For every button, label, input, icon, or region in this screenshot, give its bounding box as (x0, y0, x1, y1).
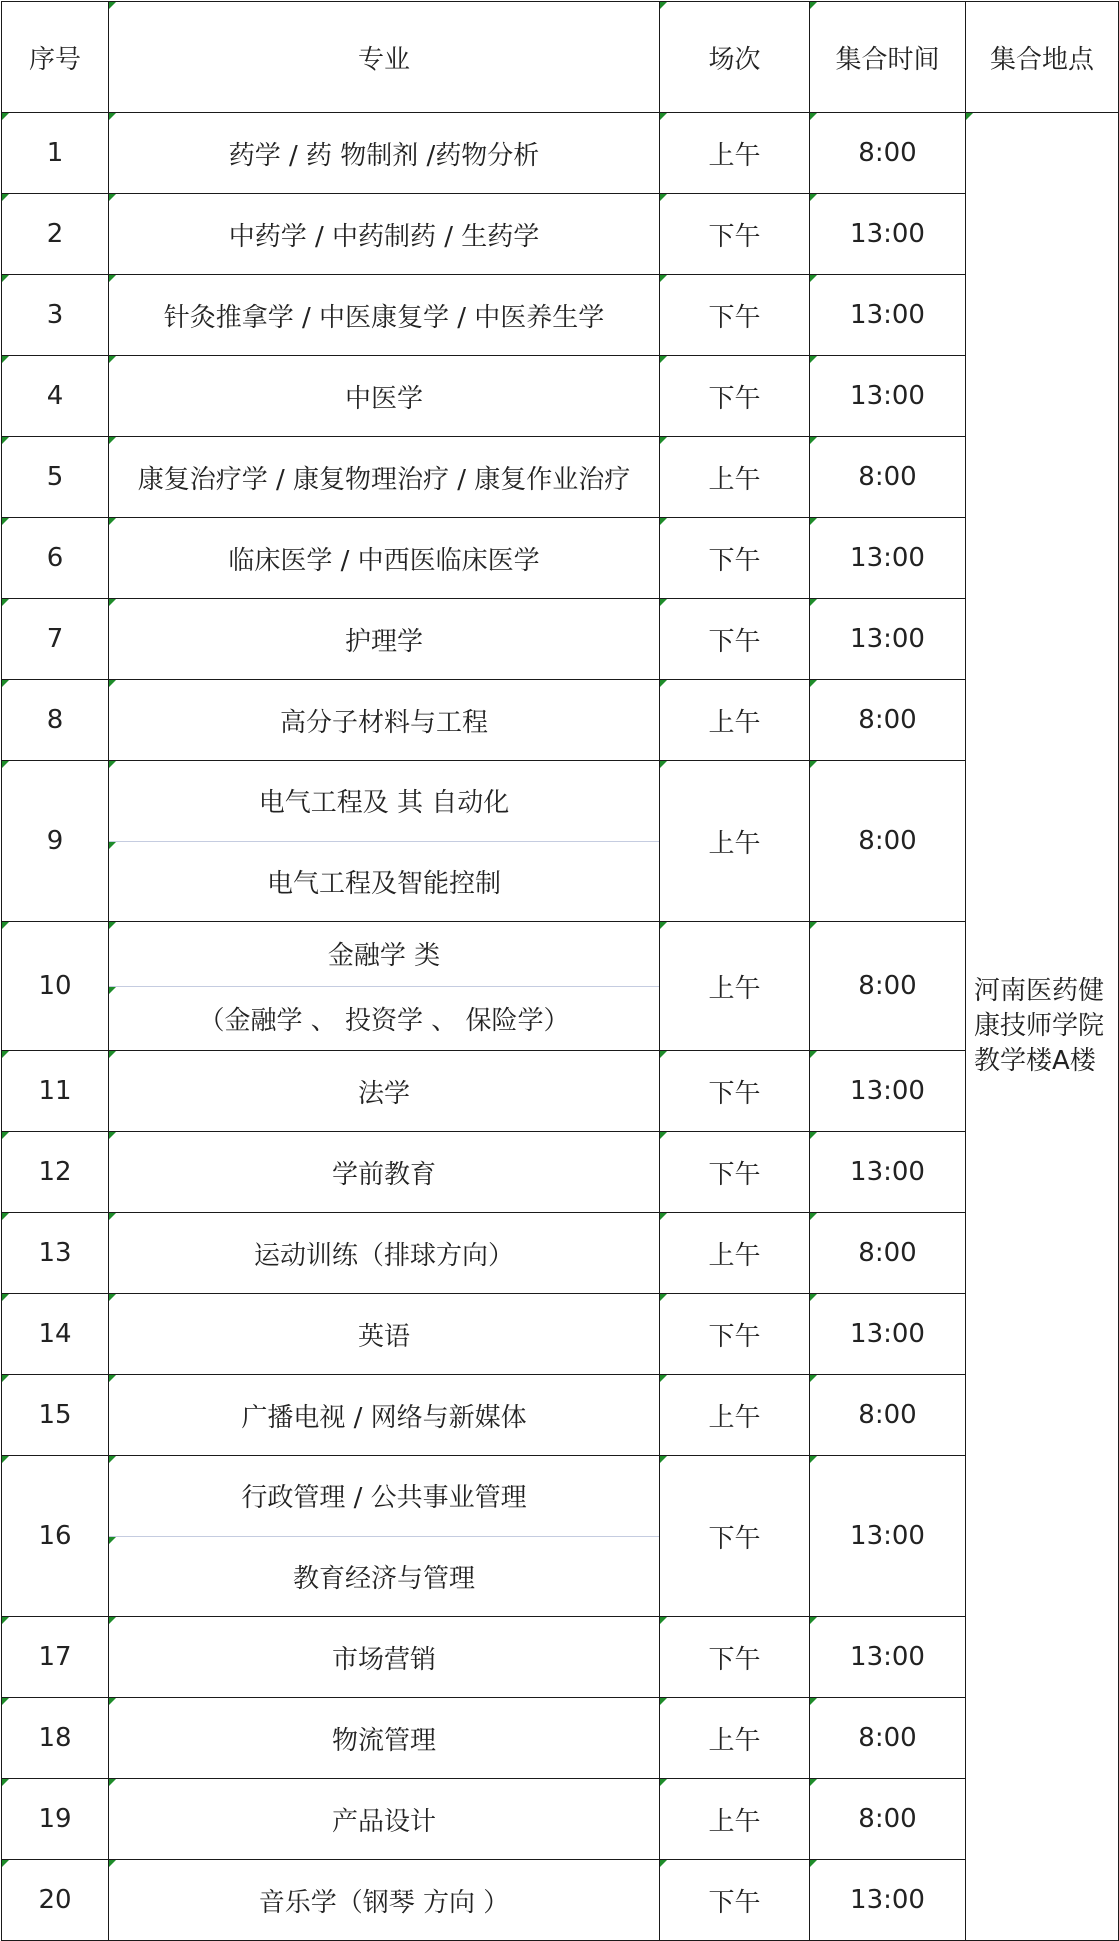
major-cell: 法学 (109, 1051, 660, 1132)
major-cell: 护理学 (109, 599, 660, 680)
time-cell: 8:00 (810, 761, 966, 922)
table-row (2, 1375, 1119, 1456)
row-number: 12 (2, 1132, 109, 1213)
major-cell (109, 922, 660, 1051)
time-cell: 13:00 (810, 356, 966, 437)
table-row (2, 1617, 1119, 1698)
major-cell: 中医学 (109, 356, 660, 437)
time-cell: 8:00 (810, 437, 966, 518)
major-cell: 中药学 / 中药制药 / 生药学 (109, 194, 660, 275)
time-cell: 13:00 (810, 1294, 966, 1375)
time-cell: 8:00 (810, 1698, 966, 1779)
header-location: 集合地点 (966, 2, 1119, 113)
session-cell: 下午 (660, 1294, 810, 1375)
time-cell: 13:00 (810, 1860, 966, 1941)
row-number: 20 (2, 1860, 109, 1941)
row-number: 10 (2, 922, 109, 1051)
major-cell: 药学 / 药 物制剂 /药物分析 (109, 113, 660, 194)
session-cell: 上午 (660, 437, 810, 518)
row-number: 13 (2, 1213, 109, 1294)
table-row (2, 1779, 1119, 1860)
row-number: 11 (2, 1051, 109, 1132)
session-cell: 上午 (660, 761, 810, 922)
major-cell: 运动训练（排球方向） (109, 1213, 660, 1294)
major-subline: 金融学 类 (327, 941, 441, 972)
major-cell: 产品设计 (109, 1779, 660, 1860)
session-cell: 下午 (660, 1860, 810, 1941)
row-number: 16 (2, 1456, 109, 1617)
session-cell: 下午 (660, 275, 810, 356)
location-cell: 河南医药健康技师学院教学楼A楼 (966, 113, 1119, 1941)
time-cell: 13:00 (810, 1456, 966, 1617)
time-cell: 8:00 (810, 1213, 966, 1294)
session-cell: 上午 (660, 922, 810, 1051)
schedule-table (1, 1, 1119, 1941)
time-cell: 13:00 (810, 1051, 966, 1132)
header-no: 序号 (2, 2, 109, 113)
major-subline: 行政管理 / 公共事业管理 (241, 1483, 527, 1514)
time-cell: 13:00 (810, 599, 966, 680)
table-row (2, 1698, 1119, 1779)
time-cell: 8:00 (810, 922, 966, 1051)
row-number: 19 (2, 1779, 109, 1860)
time-cell: 8:00 (810, 1779, 966, 1860)
table-row (2, 518, 1119, 599)
table-row (2, 1051, 1119, 1132)
table-row (2, 599, 1119, 680)
major-cell: 康复治疗学 / 康复物理治疗 / 康复作业治疗 (109, 437, 660, 518)
row-number: 3 (2, 275, 109, 356)
row-number: 1 (2, 113, 109, 194)
session-cell: 上午 (660, 1698, 810, 1779)
table-row (2, 194, 1119, 275)
major-cell: 临床医学 / 中西医临床医学 (109, 518, 660, 599)
session-cell: 下午 (660, 1132, 810, 1213)
major-cell: 物流管理 (109, 1698, 660, 1779)
table-row (2, 761, 1119, 922)
row-number: 15 (2, 1375, 109, 1456)
session-cell: 上午 (660, 1375, 810, 1456)
major-subline: 电气工程及智能控制 (109, 841, 659, 922)
major-cell (109, 761, 660, 922)
row-number: 14 (2, 1294, 109, 1375)
table-row (2, 1294, 1119, 1375)
table-row (2, 1456, 1119, 1617)
time-cell: 13:00 (810, 194, 966, 275)
header-row (2, 2, 1119, 113)
time-cell: 8:00 (810, 680, 966, 761)
header-major: 专业 (109, 2, 660, 113)
time-cell: 13:00 (810, 1617, 966, 1698)
table-row (2, 922, 1119, 1051)
row-number: 5 (2, 437, 109, 518)
major-cell: 高分子材料与工程 (109, 680, 660, 761)
session-cell: 下午 (660, 1456, 810, 1617)
table-row (2, 1213, 1119, 1294)
row-number: 7 (2, 599, 109, 680)
table-row (2, 113, 1119, 194)
session-cell: 上午 (660, 113, 810, 194)
time-cell: 13:00 (810, 518, 966, 599)
session-cell: 下午 (660, 356, 810, 437)
session-cell: 上午 (660, 1213, 810, 1294)
row-number: 18 (2, 1698, 109, 1779)
major-cell: 音乐学（钢琴 方向 ） (109, 1860, 660, 1941)
row-number: 6 (2, 518, 109, 599)
table-row (2, 356, 1119, 437)
major-cell: 英语 (109, 1294, 660, 1375)
major-cell (109, 1456, 660, 1617)
session-cell: 下午 (660, 518, 810, 599)
session-cell: 下午 (660, 194, 810, 275)
time-cell: 13:00 (810, 275, 966, 356)
session-cell: 上午 (660, 1779, 810, 1860)
major-subline: 电气工程及 其 自动化 (258, 788, 510, 819)
major-subline: 教育经济与管理 (109, 1536, 659, 1617)
header-time: 集合时间 (810, 2, 966, 113)
row-number: 17 (2, 1617, 109, 1698)
table-row (2, 680, 1119, 761)
header-session: 场次 (660, 2, 810, 113)
session-cell: 上午 (660, 680, 810, 761)
table-row (2, 437, 1119, 518)
row-number: 2 (2, 194, 109, 275)
major-cell: 学前教育 (109, 1132, 660, 1213)
time-cell: 13:00 (810, 1132, 966, 1213)
table-row (2, 275, 1119, 356)
major-cell: 针灸推拿学 / 中医康复学 / 中医养生学 (109, 275, 660, 356)
table-row (2, 1132, 1119, 1213)
time-cell: 8:00 (810, 1375, 966, 1456)
major-subline: （金融学 、 投资学 、 保险学） (109, 986, 659, 1051)
table-row (2, 1860, 1119, 1941)
session-cell: 下午 (660, 1051, 810, 1132)
major-cell: 市场营销 (109, 1617, 660, 1698)
row-number: 4 (2, 356, 109, 437)
session-cell: 下午 (660, 1617, 810, 1698)
row-number: 9 (2, 761, 109, 922)
major-cell: 广播电视 / 网络与新媒体 (109, 1375, 660, 1456)
session-cell: 下午 (660, 599, 810, 680)
row-number: 8 (2, 680, 109, 761)
time-cell: 8:00 (810, 113, 966, 194)
